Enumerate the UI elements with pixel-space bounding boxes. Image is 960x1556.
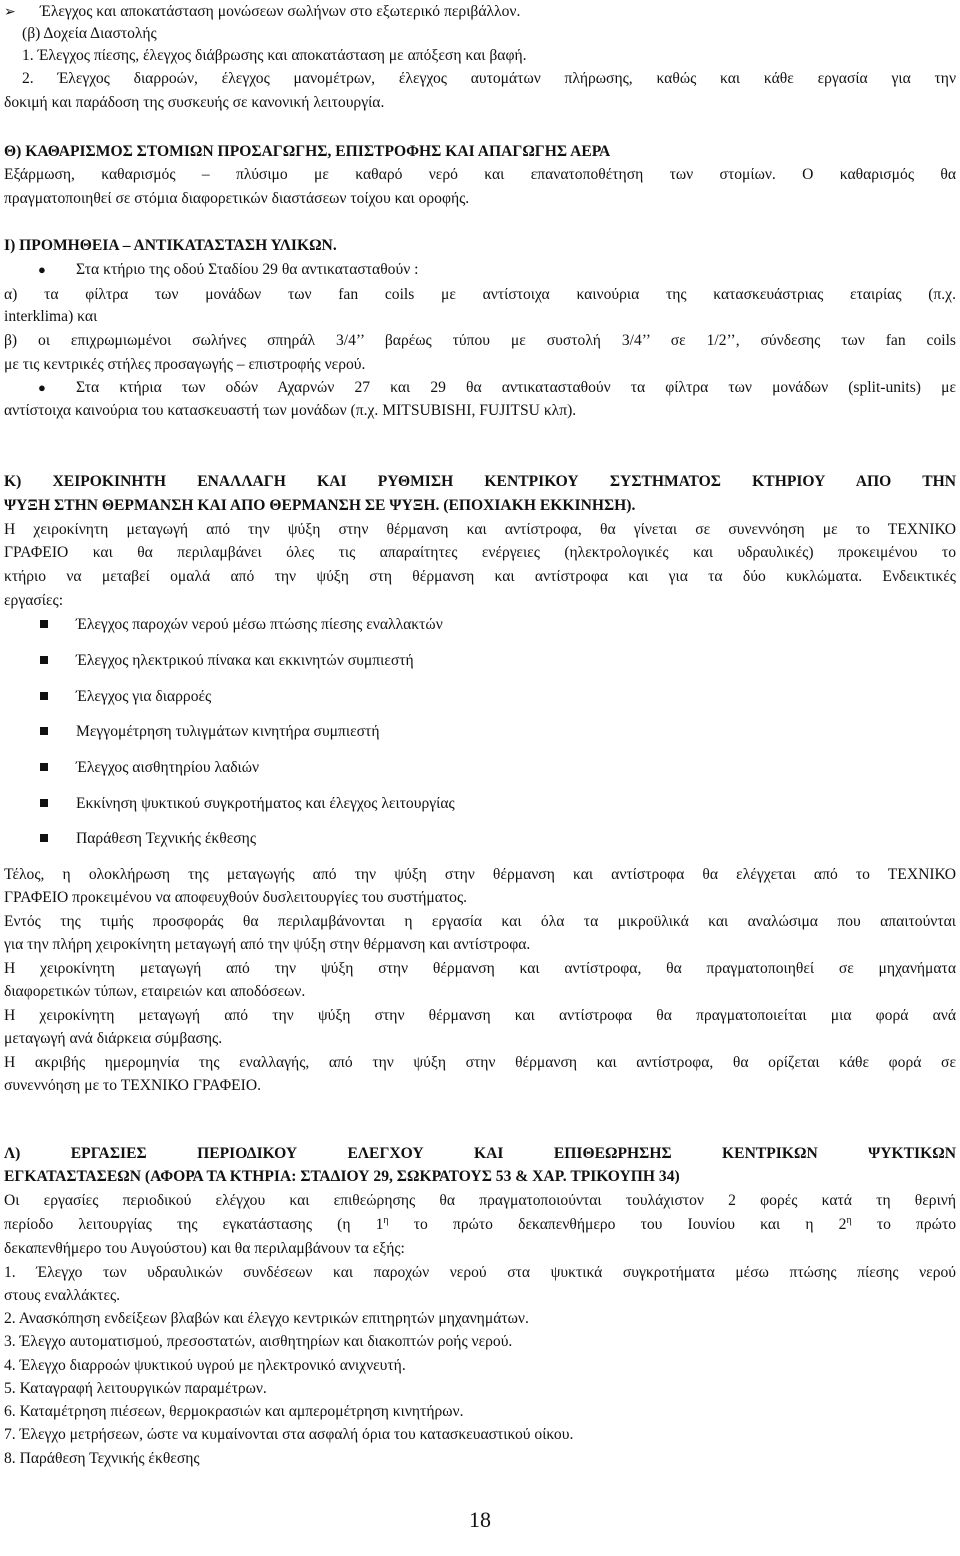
- bullet-dot-icon: ●: [38, 262, 46, 277]
- numbered-item: 1. Έλεγχο των υδραυλικών συνδέσεων και παροχών νερού στα ψυκτικά συγκροτήματα μέσω πτώσης πίεσης νερού: [4, 1264, 956, 1281]
- text-fragment: περίοδο λειτουργίας της εγκατάστασης (η 1: [4, 1216, 384, 1233]
- list-item-continuation: δοκιμή και παράδοση της συσκευής σε κανονική λειτουργία.: [4, 94, 385, 111]
- bullet-item-continuation: αντίστοιχα καινούρια του κατασκευαστή των μονάδων (π.χ. MITSUBISHI, FUJITSU κλπ).: [4, 402, 577, 419]
- task-item: Παράθεση Τεχνικής έκθεσης: [76, 830, 256, 847]
- section-heading-kappa: Κ) ΧΕΙΡΟΚΙΝΗΤΗ ΕΝΑΛΛΑΓΗ ΚΑΙ ΡΥΘΜΙΣΗ ΚΕΝΤΡΙΚΟΥ ΣΥΣΤΗΜΑΤΟΣ ΚΤΗΡΙΟΥ ΑΠΟ ΤΗΝ: [4, 473, 956, 490]
- task-item: Έλεγχος ηλεκτρικού πίνακα και εκκινητών συμπιεστή: [76, 652, 414, 669]
- paragraph-line: συνεννόηση με το ΤΕΧΝΙΚΟ ΓΡΑΦΕΙΟ.: [4, 1077, 262, 1094]
- page-number: 18: [469, 1507, 491, 1532]
- paragraph-line: ΓΡΑΦΕΙΟ προκειμένου να αποφευχθούν δυσλειτουργίες του συστήματος.: [4, 889, 468, 906]
- square-bullet-icon: [40, 692, 48, 700]
- paragraph-line: Η χειροκίνητη μεταγωγή από την ψύξη στην θέρμανση και αντίστροφα, θα γίνεται σε συνεννόηση με το ΤΕΧΝΙΚΟ: [4, 521, 956, 538]
- paragraph-line: δεκαπενθήμερο του Αυγούστου) και θα περιλαμβάνουν τα εξής:: [4, 1240, 405, 1257]
- section-heading-iota: Ι) ΠΡΟΜΗΘΕΙΑ – ΑΝΤΙΚΑΤΑΣΤΑΣΗ ΥΛΙΚΩΝ.: [4, 237, 337, 254]
- paragraph-line: β) οι επιχρωμιωμένοι σωλήνες σπηράλ 3/4’’ βαρέως τύπου με συστολή 3/4’’ σε 1/2’’, σύνδεσης των fan coils: [4, 332, 956, 349]
- paragraph-line: ΓΡΑΦΕΙΟ και θα περιλαμβάνει όλες τις απαραίτητες ενέργειες (ηλεκτρολογικές και υδραυλικές) προκειμένου το: [4, 544, 956, 561]
- square-bullet-icon: [40, 727, 48, 735]
- paragraph-line: μεταγωγή ανά διάρκεια σύμβασης.: [4, 1030, 223, 1047]
- paragraph-line: Η ακριβής ημερομηνία της εναλλαγής, από την ψύξη στην θέρμανση και αντίστροφα, θα ορίζεται κάθε φορά σε: [4, 1054, 956, 1071]
- section-heading-kappa-cont: ΨΥΞΗ ΣΤΗΝ ΘΕΡΜΑΝΣΗ ΚΑΙ ΑΠΟ ΘΕΡΜΑΝΣΗ ΣΕ ΨΥΞΗ. (ΕΠΟΧΙΑΚΗ ΕΚΚΙΝΗΣΗ).: [4, 497, 636, 514]
- square-bullet-icon: [40, 799, 48, 807]
- bullet-item: Στα κτήρια των οδών Αχαρνών 27 και 29 θα αντικατασταθούν τα φίλτρα των μονάδων (split-units) με: [76, 379, 956, 396]
- arrow-bullet-icon: ➢: [4, 5, 16, 20]
- subheading-expansion-tanks: (β) Δοχεία Διαστολής: [22, 25, 157, 42]
- paragraph-line: με τις κεντρικές στήλες προσαγωγής – επιστροφής νερού.: [4, 356, 366, 373]
- text-fragment: το πρώτο δεκαπενθήμερο του Ιουνίου και η 2: [388, 1216, 847, 1233]
- section-heading-lambda-cont: ΕΓΚΑΤΑΣΤΑΣΕΩΝ (ΑΦΟΡΑ ΤΑ ΚΤΗΡΙΑ: ΣΤΑΔΙΟΥ 29, ΣΩΚΡΑΤΟΥΣ 53 & ΧΑΡ. ΤΡΙΚΟΥΠΗ 34): [4, 1168, 680, 1185]
- paragraph-line: κτήριο να μεταβεί ομαλά από την ψύξη στη θέρμανση και αντίστροφα και για τα δύο κυκλώματα. Ενδεικτικές: [4, 568, 956, 585]
- paragraph-line: διαφορετικών τύπων, εταιρειών και αποδόσεων.: [4, 983, 306, 1000]
- list-item: 2. Έλεγχος διαρροών, έλεγχος μανομέτρων, έλεγχος αυτομάτων πλήρωσης, καθώς και κάθε εργασία για την: [22, 70, 956, 87]
- section-heading-theta: Θ) ΚΑΘΑΡΙΣΜΟΣ ΣΤΟΜΙΩΝ ΠΡΟΣΑΓΩΓΗΣ, ΕΠΙΣΤΡΟΦΗΣ ΚΑΙ ΑΠΑΓΩΓΗΣ ΑΕΡΑ: [4, 143, 611, 160]
- numbered-item: 3. Έλεγχο αυτοματισμού, πρεσοστατών, αισθητηρίων και διακοπτών ροής νερού.: [4, 1333, 513, 1350]
- numbered-item: 4. Έλεγχο διαρροών ψυκτικού υγρού με ηλεκτρονικό ανιχνευτή.: [4, 1357, 406, 1374]
- paragraph-line: για την πλήρη χειροκίνητη μεταγωγή από την ψύξη στην θέρμανση και αντίστροφα.: [4, 936, 531, 953]
- square-bullet-icon: [40, 834, 48, 842]
- square-bullet-icon: [40, 656, 48, 664]
- paragraph-line: Εντός της τιμής προσφοράς θα περιλαμβάνονται η εργασία και όλα τα μικροϋλικά και αναλώσιμα που απαιτούνται: [4, 913, 956, 930]
- paragraph-line: Η χειροκίνητη μεταγωγή από την ψύξη στην θέρμανση και αντίστροφα θα πραγματοποιείται μια φορά ανά: [4, 1007, 956, 1024]
- square-bullet-icon: [40, 620, 48, 628]
- paragraph-line: εργασίες:: [4, 592, 64, 609]
- paragraph-line: Τέλος, η ολοκλήρωση της μεταγωγής από την ψύξη στην θέρμανση και αντίστροφα θα ελέγχεται από το ΤΕΧΝΙΚΟ: [4, 866, 956, 883]
- numbered-item: 5. Καταγραφή λειτουργικών παραμέτρων.: [4, 1380, 267, 1397]
- numbered-item: 7. Έλεγχο μετρήσεων, ώστε να κυμαίνονται στα ασφαλή όρια του κατασκευαστικού οίκου.: [4, 1426, 574, 1443]
- superscript: η: [383, 1214, 389, 1226]
- paragraph-line: πραγματοποιηθεί σε στόμια διαφορετικών διαστάσεων τοίχου και οροφής.: [4, 190, 470, 207]
- numbered-item-continuation: στους εναλλάκτες.: [4, 1287, 121, 1304]
- bullet-item: Στα κτήριο της οδού Σταδίου 29 θα αντικατασταθούν :: [76, 261, 419, 278]
- paragraph-line-with-superscripts: [4, 1213, 956, 1236]
- bullet-dot-icon: ●: [38, 380, 46, 395]
- paragraph-line: α) τα φίλτρα των μονάδων των fan coils με αντίστοιχα καινούρια της κατασκευάστριας εταιρίας (π.χ.: [4, 286, 956, 303]
- list-item: 1. Έλεγχος πίεσης, έλεγχος διάβρωσης και αποκατάσταση με απόξεση και βαφή.: [22, 47, 527, 64]
- paragraph-line: Εξάρμωση, καθαρισμός – πλύσιμο με καθαρό νερό και επανατοποθέτηση των στομίων. Ο καθαρισμός θα: [4, 166, 956, 183]
- square-bullet-icon: [40, 763, 48, 771]
- paragraph-line: Οι εργασίες περιοδικού ελέγχου και επιθεώρησης θα πραγματοποιούνται τουλάχιστον 2 φορές κατά τη θερινή: [4, 1192, 956, 1209]
- task-item: Μεγγομέτρηση τυλιγμάτων κινητήρα συμπιεστή: [76, 723, 380, 740]
- paragraph-line: Η χειροκίνητη μεταγωγή από την ψύξη στην θέρμανση και αντίστροφα, θα πραγματοποιηθεί σε μηχανήματα: [4, 960, 956, 977]
- numbered-item: 8. Παράθεση Τεχνικής έκθεσης: [4, 1450, 200, 1467]
- section-heading-lambda: Λ) ΕΡΓΑΣΙΕΣ ΠΕΡΙΟΔΙΚΟΥ ΕΛΕΓΧΟΥ ΚΑΙ ΕΠΙΘΕΩΡΗΣΗΣ ΚΕΝΤΡΙΚΩΝ ΨΥΚΤΙΚΩΝ: [4, 1145, 956, 1162]
- task-item: Έλεγχος για διαρροές: [76, 688, 212, 705]
- arrow-item: Έλεγχος και αποκατάσταση μονώσεων σωλήνων στο εξωτερικό περιβάλλον.: [40, 3, 521, 20]
- task-item: Έλεγχος παροχών νερού μέσω πτώσης πίεσης εναλλακτών: [76, 616, 443, 633]
- task-item: Έλεγχος αισθητηρίου λαδιών: [76, 759, 260, 776]
- numbered-item: 6. Καταμέτρηση πιέσεων, θερμοκρασιών και αμπερομέτρηση κινητήρων.: [4, 1403, 464, 1420]
- paragraph-line: interklima) και: [4, 308, 98, 325]
- text-fragment: το πρώτο: [851, 1216, 957, 1233]
- numbered-item: 2. Ανασκόπηση ενδείξεων βλαβών και έλεγχο κεντρικών επιτηρητών μηχανημάτων.: [4, 1310, 529, 1327]
- task-item: Εκκίνηση ψυκτικού συγκροτήματος και έλεγχος λειτουργίας: [76, 795, 455, 812]
- superscript: η: [846, 1214, 852, 1226]
